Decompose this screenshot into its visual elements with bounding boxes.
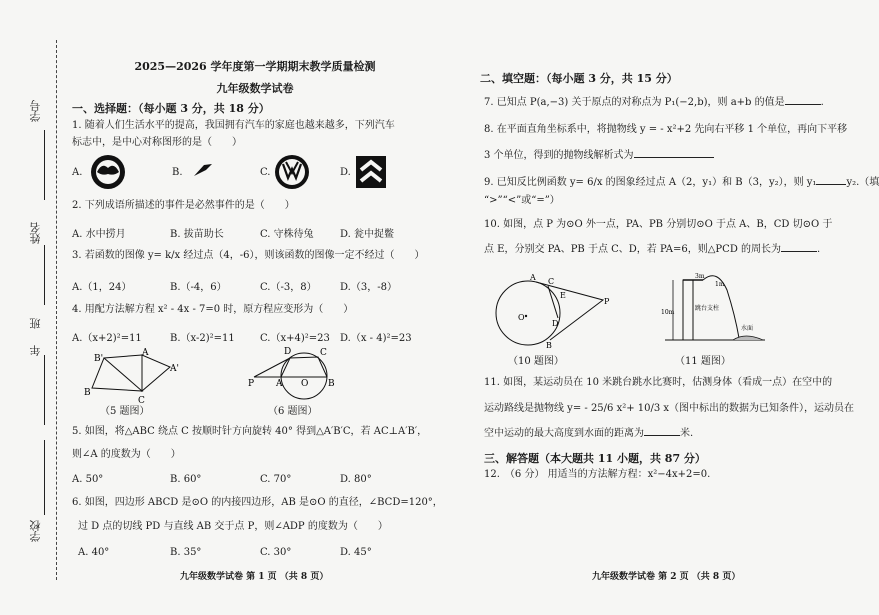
q4-option-a: A.（x+2)²=11	[72, 333, 142, 344]
q8-line2-text: 3 个单位，得到的抛物线解析式为	[484, 150, 634, 161]
q8-answer-blank[interactable]	[634, 157, 714, 158]
q10-line2	[484, 243, 820, 257]
fig6-label-o: O	[301, 379, 309, 389]
fold-line	[56, 40, 57, 580]
q1-option-b-label: B.	[172, 167, 183, 178]
fig10-label-b: B	[546, 341, 552, 350]
dongfeng-logo-icon	[88, 154, 128, 190]
q6-option-b: B. 35°	[170, 547, 202, 558]
name-label: 姓名	[29, 222, 42, 244]
q5-option-c: C. 70°	[260, 474, 292, 485]
student-number-blank	[44, 130, 45, 200]
q7-end: .	[820, 97, 824, 108]
q10-answer-blank[interactable]	[781, 251, 817, 252]
grade-label: 年	[29, 345, 42, 356]
q8-line2	[484, 149, 714, 163]
q1-option-d-label: D.	[340, 167, 351, 178]
class-blank	[44, 355, 45, 425]
figure-10-caption: （10 题图）	[508, 356, 564, 367]
fig5-label-a-prime: A'	[170, 364, 179, 374]
q4-stem: 4. 用配方法解方程 x² - 4x - 7=0 时，原方程应变形为（ ）	[72, 304, 354, 315]
fig10-label-c: C	[548, 277, 555, 286]
fig6-label-p: P	[248, 379, 255, 389]
q11-answer-blank[interactable]	[644, 435, 680, 436]
q5-line2: 则∠A 的度数为（ ）	[72, 449, 181, 460]
figure-11-diagram	[655, 270, 775, 352]
fig11-label-water: 水面	[741, 325, 754, 332]
figure-5-caption: （5 题图）	[100, 406, 150, 417]
q10-line1: 10. 如图，点 P 为⊙O 外一点，PA、PB 分别切⊙O 于点 A、B，CD 切⊙O 于	[484, 219, 833, 230]
q1-line2: 标志中，是中心对称图形的是（ ）	[72, 137, 242, 148]
q10-end: .	[817, 244, 821, 255]
q1-option-c-label: C.	[260, 167, 271, 178]
fig10-label-p: P	[604, 297, 610, 306]
q9-line1-end: y₂.（填	[846, 177, 879, 188]
fig11-label-1m: 1m	[715, 281, 725, 288]
q3-option-c: C.（-3，8）	[260, 282, 317, 293]
figure-6-caption: （6 题图）	[268, 406, 318, 417]
fig5-label-b-prime: B'	[94, 354, 104, 364]
q5-option-a: A. 50°	[72, 474, 104, 485]
footer-page-1: 九年级数学试卷 第 1 页 （共 8 页）	[180, 572, 329, 582]
q9-line1	[484, 176, 879, 190]
q3-option-b: B.（-4，6）	[170, 282, 227, 293]
q1-line1: 1. 随着人们生活水平的提高，我国拥有汽车的家庭也越来越多，下列汽车	[72, 120, 395, 131]
q11-line2: 运动路线是抛物线 y= - 25/6 x²+ 10/3 x（图中标出的数据为已知条件），运动员在	[484, 403, 855, 414]
binding-strip	[0, 0, 62, 615]
q3-option-d: D.（3，-8）	[340, 282, 397, 293]
q11-line3	[484, 427, 693, 441]
figure-11-caption: （11 题图）	[675, 356, 731, 367]
q4-option-b: B.（x-2)²=11	[170, 333, 235, 344]
q4-option-d: D.（x - 4)²=23	[340, 333, 412, 344]
student-number-label: 学号	[29, 100, 42, 122]
q6-option-a: A. 40°	[78, 547, 110, 558]
q7-answer-blank[interactable]	[785, 104, 821, 105]
q3-stem: 3. 若函数的图像 y= k/x 经过点（4，-6），则该函数的图像一定不经过（ ）	[72, 250, 425, 261]
school-blank	[44, 440, 45, 515]
q2-option-d: D. 瓮中捉鳖	[340, 229, 395, 240]
fig10-label-e: E	[560, 291, 566, 300]
footer-page-2: 九年级数学试卷 第 2 页 （共 8 页）	[592, 572, 741, 582]
section-3-heading: 三、解答题（本大题共 11 小题，共 87 分）	[484, 452, 706, 465]
section-2-heading: 二、填空题：（每小题 3 分，共 15 分）	[480, 72, 678, 85]
q6-line2: 过 D 点的切线 PD 与直线 AB 交于点 P，则∠ADP 的度数为（ ）	[78, 521, 388, 532]
q5-option-b: B. 60°	[170, 474, 202, 485]
q2-option-c: C. 守株待兔	[260, 229, 314, 240]
q3-option-a: A.（1，24）	[72, 282, 132, 293]
q10-line2-text: 点 E，分别交 PA、PB 于点 C、D，若 PA=6，则△PCD 的周长为	[484, 244, 782, 255]
figure-6-diagram	[248, 340, 338, 402]
q9-answer-blank[interactable]	[816, 184, 846, 185]
q1-option-a-label: A.	[72, 167, 83, 178]
q2-stem: 2. 下列成语所描述的事件是必然事件的是（ ）	[72, 200, 295, 211]
q5-option-d: D. 80°	[340, 474, 372, 485]
figure-10-diagram	[488, 268, 613, 353]
q6-option-c: C. 30°	[260, 547, 292, 558]
fig11-label-3m: 3m	[695, 273, 705, 280]
q12: 12. （6 分） 用适当的方法解方程：x²−4x+2=0.	[484, 469, 711, 480]
q2-option-a: A. 水中捞月	[72, 229, 126, 240]
q8-line1: 8. 在平面直角坐标系中，将抛物线 y = - x²+2 先向右平移 1 个单位，再向下平移	[484, 124, 848, 135]
fig10-label-d: D	[552, 319, 559, 328]
q2-option-b: B. 拔苗助长	[170, 229, 224, 240]
q11-line3-text: 空中运动的最大高度到水面的距离为	[484, 428, 644, 439]
q7-text: 7. 已知点 P(a,−3) 关于原点的对称点为 P₁(−2,b)，则 a+b 的值是	[484, 97, 785, 108]
q7	[484, 96, 824, 110]
fig11-label-10m: 10m	[661, 309, 675, 316]
section-1-heading: 一、选择题：（每小题 3 分，共 18 分）	[72, 102, 270, 115]
fig5-label-a: A	[142, 348, 149, 358]
volkswagen-logo-icon	[274, 154, 310, 190]
q9-line2: “>”“<”或“=”）	[484, 195, 560, 206]
figure-5-diagram	[82, 345, 182, 407]
fig6-label-d: D	[284, 347, 292, 357]
name-blank	[44, 245, 45, 305]
class-label: 班	[29, 318, 42, 329]
q9-line1-text: 9. 已知反比例函数 y= 6/x 的图象经过点 A（2，y₁）和 B（3，y₂），则 y₁	[484, 177, 817, 188]
fig6-label-b: B	[328, 379, 335, 389]
q6-option-d: D. 45°	[340, 547, 372, 558]
fig6-label-c: C	[320, 348, 327, 358]
q6-line1: 6. 如图，四边形 ABCD 是⊙O 的内接四边形，AB 是⊙O 的直径，∠BCD=120°，	[72, 497, 443, 508]
exam-subtitle: 九年级数学试卷	[216, 82, 294, 95]
q11-end: 米.	[680, 428, 694, 439]
fig10-label-o: O	[518, 313, 525, 322]
citroen-logo-icon	[354, 154, 388, 190]
fig5-label-c: C	[138, 396, 145, 406]
q11-line1: 11. 如图，某运动员在 10 米跳台跳水比赛时，估测身体（看成一点）在空中的	[484, 377, 833, 388]
fig11-label-pillar: 跳台支柱	[695, 305, 720, 312]
exam-title: 2025—2026 学年度第一学期期末教学质量检测	[134, 60, 376, 73]
school-label: 学校	[29, 520, 42, 542]
q4-option-c: C.（x+4)²=23	[260, 333, 330, 344]
fig5-label-b: B	[84, 388, 91, 398]
q5-line1: 5. 如图，将△ABC 绕点 C 按顺时针方向旋转 40° 得到△A′B′C，若 AC⊥A′B′，	[72, 426, 428, 437]
fig10-label-a: A	[530, 273, 536, 282]
wing-logo-icon	[192, 162, 214, 178]
fig6-label-a: A	[276, 379, 283, 389]
